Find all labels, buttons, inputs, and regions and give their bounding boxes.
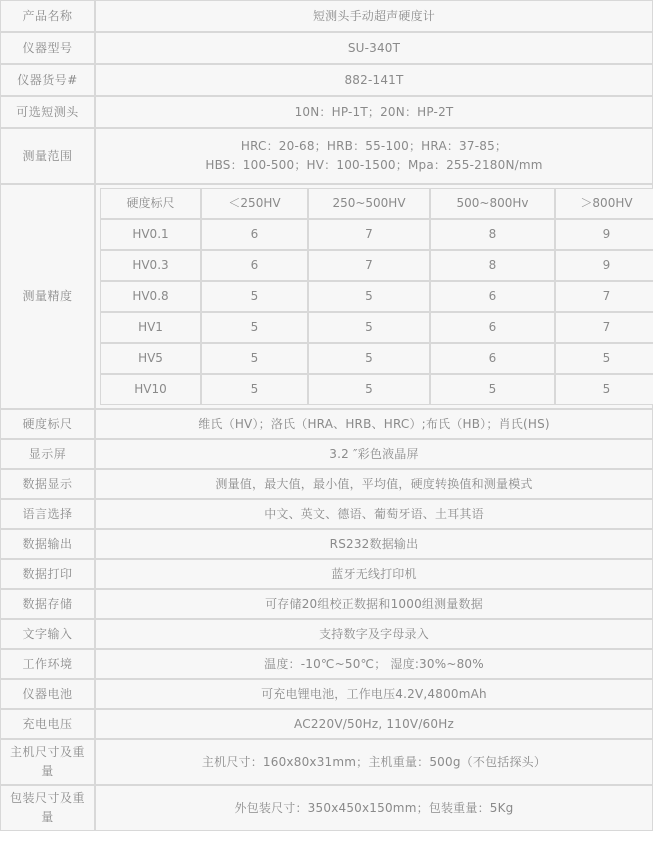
row-value bbox=[95, 64, 653, 96]
accuracy-value: 6 bbox=[201, 219, 308, 250]
accuracy-value: 5 bbox=[308, 374, 430, 405]
accuracy-data-row bbox=[100, 374, 653, 405]
accuracy-value: 6 bbox=[201, 250, 308, 281]
accuracy-scale: HV10 bbox=[100, 374, 201, 405]
accuracy-header-range-3: 500~800Hv bbox=[430, 188, 555, 219]
accuracy-value: 7 bbox=[555, 281, 653, 312]
value-line: 可充电锂电池，工作电压4.2V,4800mAh bbox=[261, 686, 487, 701]
table-row bbox=[0, 589, 653, 619]
accuracy-value: 5 bbox=[308, 281, 430, 312]
accuracy-value: 7 bbox=[308, 250, 430, 281]
accuracy-header-range-1: ＜250HV bbox=[201, 188, 308, 219]
accuracy-data-row bbox=[100, 250, 653, 281]
row-label: 数据打印 bbox=[0, 559, 95, 589]
row-value bbox=[95, 589, 653, 619]
row-label: 显示屏 bbox=[0, 439, 95, 469]
value-line: 主机尺寸：160x80x31mm；主机重量：500g（不包括探头） bbox=[201, 754, 547, 769]
accuracy-value: 5 bbox=[308, 343, 430, 374]
value-line: 外包装尺寸：350x450x150mm；包装重量：5Kg bbox=[234, 800, 514, 815]
row-value bbox=[95, 709, 653, 739]
table-row bbox=[0, 32, 653, 64]
accuracy-value: 6 bbox=[430, 343, 555, 374]
accuracy-scale: HV0.3 bbox=[100, 250, 201, 281]
accuracy-data-row bbox=[100, 343, 653, 374]
accuracy-value: 5 bbox=[201, 281, 308, 312]
value-line: 10N：HP-1T；20N：HP-2T bbox=[294, 104, 454, 119]
accuracy-data-row bbox=[100, 312, 653, 343]
accuracy-value: 9 bbox=[555, 250, 653, 281]
accuracy-value: 5 bbox=[555, 343, 653, 374]
value-line: 温度：-10℃~50℃； 湿度:30%~80% bbox=[264, 656, 484, 671]
table-row bbox=[0, 619, 653, 649]
table-row bbox=[0, 529, 653, 559]
row-value bbox=[95, 469, 653, 499]
accuracy-value: 5 bbox=[555, 374, 653, 405]
row-label: 包装尺寸及重量 bbox=[0, 785, 95, 831]
accuracy-header-range-2: 250~500HV bbox=[308, 188, 430, 219]
value-line: 短测头手动超声硬度计 bbox=[312, 8, 435, 23]
table-row bbox=[0, 439, 653, 469]
row-value bbox=[95, 128, 653, 184]
accuracy-value: 6 bbox=[430, 312, 555, 343]
row-label: 数据存储 bbox=[0, 589, 95, 619]
row-value bbox=[95, 96, 653, 128]
value-line: 支持数字及字母录入 bbox=[319, 626, 429, 641]
row-label: 仪器货号# bbox=[0, 64, 95, 96]
row-label: 工作环境 bbox=[0, 649, 95, 679]
value-line: HRC：20-68；HRB：55-100；HRA：37-85； bbox=[240, 139, 508, 154]
accuracy-value: 5 bbox=[430, 374, 555, 405]
row-label: 充电电压 bbox=[0, 709, 95, 739]
row-value bbox=[95, 499, 653, 529]
row-label: 可选短测头 bbox=[0, 96, 95, 128]
value-line: HBS：100-500；HV：100-1500；Mpa：255-2180N/mm bbox=[205, 158, 543, 172]
value-line: RS232数据输出 bbox=[329, 536, 419, 551]
row-value bbox=[95, 409, 653, 439]
value-line: AC220V/50Hz, 110V/60Hz bbox=[294, 716, 454, 731]
row-label: 语言选择 bbox=[0, 499, 95, 529]
table-row bbox=[0, 739, 653, 785]
value-line: 可存储20组校正数据和1000组测量数据 bbox=[265, 596, 483, 611]
row-label: 数据输出 bbox=[0, 529, 95, 559]
accuracy-scale: HV1 bbox=[100, 312, 201, 343]
accuracy-table bbox=[100, 188, 653, 405]
value-line: 882-141T bbox=[344, 72, 404, 87]
accuracy-header-range-4: ＞800HV bbox=[555, 188, 653, 219]
row-label: 仪器电池 bbox=[0, 679, 95, 709]
table-row bbox=[0, 96, 653, 128]
accuracy-subtable-host bbox=[95, 184, 653, 409]
value-line: 维氏（HV）；洛氏（HRA、HRB、HRC）;布氏（HB）；肖氏(HS) bbox=[198, 416, 550, 431]
accuracy-value: 5 bbox=[201, 312, 308, 343]
row-value bbox=[95, 32, 653, 64]
value-line: SU-340T bbox=[347, 40, 401, 55]
table-row bbox=[0, 679, 653, 709]
accuracy-value: 5 bbox=[201, 374, 308, 405]
value-line: 蓝牙无线打印机 bbox=[331, 566, 417, 581]
accuracy-scale: HV5 bbox=[100, 343, 201, 374]
row-label: 数据显示 bbox=[0, 469, 95, 499]
accuracy-scale: HV0.8 bbox=[100, 281, 201, 312]
accuracy-row bbox=[0, 184, 653, 409]
row-value bbox=[95, 529, 653, 559]
accuracy-data-row bbox=[100, 219, 653, 250]
table-row bbox=[0, 64, 653, 96]
table-row bbox=[0, 469, 653, 499]
accuracy-value: 5 bbox=[308, 312, 430, 343]
accuracy-value: 9 bbox=[555, 219, 653, 250]
row-value bbox=[95, 439, 653, 469]
row-value bbox=[95, 559, 653, 589]
table-row bbox=[0, 409, 653, 439]
value-line: 中文、英文、德语、葡萄牙语、土耳其语 bbox=[264, 506, 484, 521]
row-value bbox=[95, 785, 653, 831]
accuracy-data-row bbox=[100, 281, 653, 312]
row-value bbox=[95, 649, 653, 679]
row-label: 主机尺寸及重量 bbox=[0, 739, 95, 785]
accuracy-label: 测量精度 bbox=[0, 184, 95, 409]
table-row bbox=[0, 709, 653, 739]
accuracy-header-scale: 硬度标尺 bbox=[100, 188, 201, 219]
table-row bbox=[0, 0, 653, 32]
row-value bbox=[95, 0, 653, 32]
accuracy-value: 8 bbox=[430, 219, 555, 250]
accuracy-value: 7 bbox=[308, 219, 430, 250]
row-label: 文字输入 bbox=[0, 619, 95, 649]
accuracy-value: 8 bbox=[430, 250, 555, 281]
table-row bbox=[0, 649, 653, 679]
row-label: 硬度标尺 bbox=[0, 409, 95, 439]
accuracy-scale: HV0.1 bbox=[100, 219, 201, 250]
row-value bbox=[95, 739, 653, 785]
row-value bbox=[95, 679, 653, 709]
value-line: 测量值，最大值，最小值，平均值，硬度转换值和测量模式 bbox=[215, 476, 533, 491]
row-label: 测量范围 bbox=[0, 128, 95, 184]
row-label: 仪器型号 bbox=[0, 32, 95, 64]
accuracy-table-body bbox=[100, 188, 653, 405]
value-line: 3.2 ″彩色液晶屏 bbox=[329, 446, 419, 461]
row-label: 产品名称 bbox=[0, 0, 95, 32]
table-row bbox=[0, 559, 653, 589]
row-value bbox=[95, 619, 653, 649]
accuracy-value: 5 bbox=[201, 343, 308, 374]
accuracy-header-row bbox=[100, 188, 653, 219]
table-row bbox=[0, 785, 653, 831]
accuracy-value: 6 bbox=[430, 281, 555, 312]
accuracy-value: 7 bbox=[555, 312, 653, 343]
table-row bbox=[0, 128, 653, 184]
table-row bbox=[0, 499, 653, 529]
